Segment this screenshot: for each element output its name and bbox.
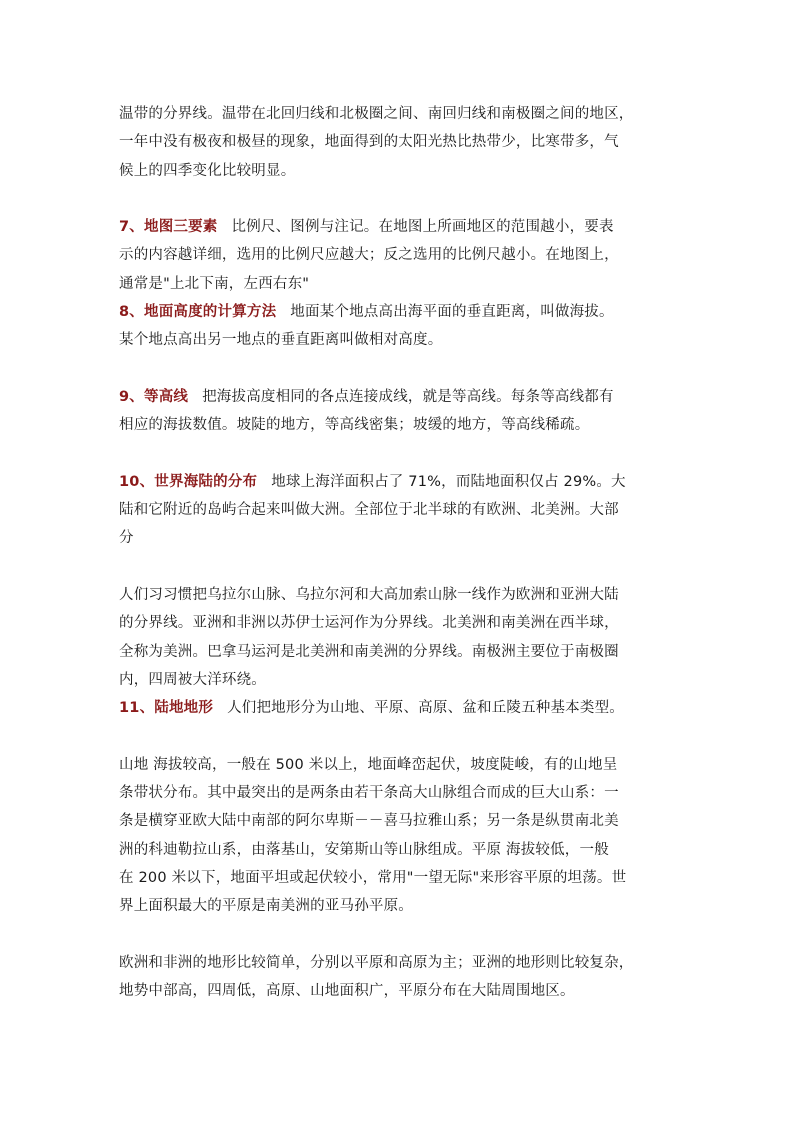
text-span: 地球上海洋面积占了 71%，而陆地面积仅占 29%。大	[271, 473, 626, 490]
text-line: 界上面积最大的平原是南美洲的亚马孙平原。	[119, 898, 413, 915]
section-heading-11: 11、陆地地形	[119, 700, 214, 717]
section-heading-8: 8、地面高度的计算方法	[119, 304, 277, 321]
text-line: 条是横穿亚欧大陆中南部的阿尔卑斯－－喜马拉雅山系；另一条是纵贯南北美	[119, 813, 619, 830]
text-line: 一年中没有极夜和极昼的现象，地面得到的太阳光热比热带少，比寒带多，气	[119, 134, 619, 151]
text-line: 全称为美洲。巴拿马运河是北美洲和南美洲的分界线。南极洲主要位于南极圈	[119, 643, 619, 660]
section-10-first-line	[119, 468, 694, 496]
section-11-first-line	[119, 694, 694, 722]
paragraph-gap	[119, 553, 694, 581]
paragraph-gap	[119, 723, 694, 751]
text-line: 候上的四季变化比较明显。	[119, 162, 296, 179]
section-heading-7: 7、地图三要素	[119, 219, 218, 236]
text-span: 人们把地形分为山地、平原、高原、盆和丘陵五种基本类型。	[227, 700, 624, 717]
document-page	[119, 100, 694, 1006]
text-line: 欧洲和非洲的地形比较简单，分别以平原和高原为主；亚洲的地形则比较复杂，	[119, 954, 634, 971]
text-line: 的分界线。亚洲和非洲以苏伊士运河作为分界线。北美洲和南美洲在西半球，	[119, 615, 619, 632]
text-line: 相应的海拔数值。坡陡的地方，等高线密集；坡缓的地方，等高线稀疏。	[119, 417, 590, 434]
text-line: 某个地点高出另一地点的垂直距离叫做相对高度。	[119, 332, 443, 349]
text-span: 把海拔高度相同的各点连接成线，就是等高线。每条等高线都有	[202, 388, 614, 405]
text-line: 地势中部高，四周低，高原、山地面积广，平原分布在大陆周围地区。	[119, 983, 575, 1000]
section-8-first-line	[119, 298, 694, 326]
text-line: 温带的分界线。温带在北回归线和北极圈之间、南回归线和南极圈之间的地区，	[119, 106, 634, 122]
text-line: 条带状分布。其中最突出的是两条由若干条高大山脉组合而成的巨大山系：一	[119, 785, 619, 802]
text-line: 洲的科迪勒拉山系，由落基山，安第斯山等山脉组成。平原 海拔较低，一般	[119, 841, 609, 858]
text-span: 比例尺、图例与注记。在地图上所画地区的范围越小，要表	[231, 219, 614, 236]
section-heading-9: 9、等高线	[119, 388, 189, 405]
section-7-first-line	[119, 213, 694, 241]
section-heading-10: 10、世界海陆的分布	[119, 473, 258, 490]
paragraph-gap	[119, 185, 694, 213]
text-line: 内，四周被大洋环绕。	[119, 671, 266, 688]
text-line: 分	[119, 530, 134, 547]
section-9-first-line	[119, 383, 694, 411]
text-line: 山地 海拔较高，一般在 500 米以上，地面峰峦起伏，坡度陡峻，有的山地呈	[119, 756, 618, 773]
text-line: 陆和它附近的岛屿合起来叫做大洲。全部位于北半球的有欧洲、北美洲。大部	[119, 502, 619, 519]
paragraph-gap	[119, 440, 694, 468]
text-line: 示的内容越详细，选用的比例尺应越大；反之选用的比例尺越小。在地图上，	[119, 247, 619, 264]
paragraph-gap	[119, 355, 694, 383]
text-line: 通常是"上北下南，左西右东"	[119, 275, 310, 292]
paragraph-gap	[119, 921, 694, 949]
text-line: 人们习习惯把乌拉尔山脉、乌拉尔河和大高加索山脉一线作为欧洲和亚洲大陆	[119, 587, 619, 604]
text-line: 在 200 米以下，地面平坦或起伏较小，常用"一望无际"来形容平原的坦荡。世	[119, 870, 627, 887]
text-span: 地面某个地点高出海平面的垂直距离，叫做海拔。	[290, 304, 614, 321]
